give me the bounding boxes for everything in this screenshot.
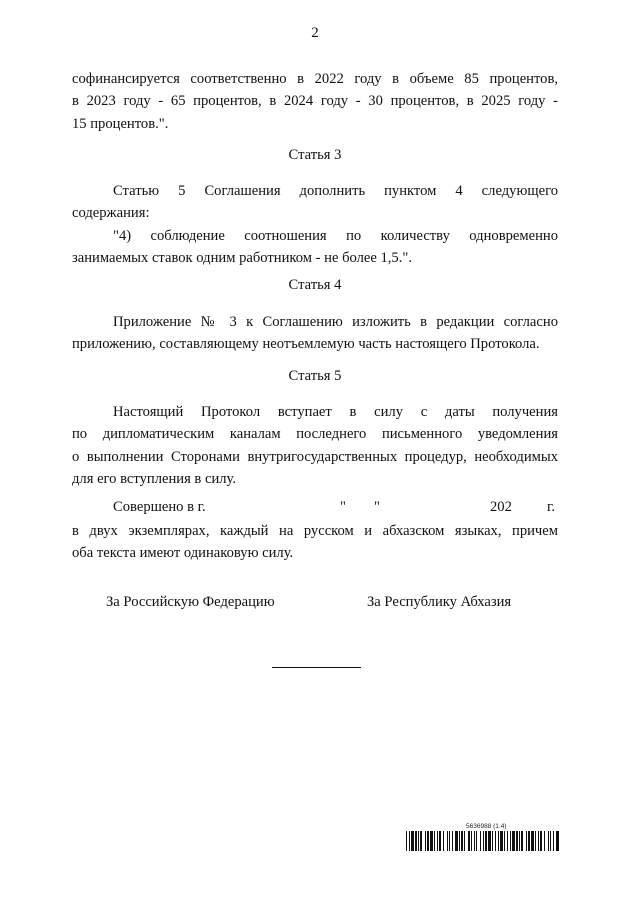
end-rule [272, 667, 361, 668]
paragraph-line: 15 процентов.". [72, 115, 169, 132]
signature-russia: За Российскую Федерацию [106, 594, 275, 610]
paragraph-line: софинансируется соответственно в 2022 году в объеме 85 процентов, [72, 71, 558, 87]
done-in-label: Совершено в г. [113, 499, 206, 515]
page-number: 2 [311, 25, 319, 41]
signed-place-date-line [72, 499, 558, 519]
paragraph-line: Приложение № 3 к Соглашению изложить в редакции согласно [113, 314, 558, 330]
paragraph-line: по дипломатическим каналам последнего письменного уведомления [72, 426, 558, 443]
quote-open: " [340, 499, 346, 515]
paragraph-line: оба текста имеют одинаковую силу. [72, 545, 294, 562]
paragraph-line: о выполнении Сторонами внутригосударственных процедур, необходимых [72, 448, 558, 465]
signature-abkhazia: За Республику Абхазия [367, 594, 512, 610]
year-suffix: г. [547, 499, 555, 515]
article-5-body [72, 401, 558, 490]
quote-close: " [374, 499, 380, 515]
paragraph-line: в двух экземплярах, каждый на русском и абхазском языках, причем [72, 523, 558, 539]
paragraph-line: Настоящий Протокол вступает в силу с даты получения [113, 404, 558, 420]
article-3-heading: Статья 3 [288, 147, 342, 163]
paragraph-line: Статью 5 Соглашения дополнить пунктом 4 следующего [113, 183, 558, 199]
article-3-body [72, 180, 558, 269]
paragraph-line: "4) соблюдение соотношения по количеству одновременно [113, 227, 558, 244]
article-4-body [72, 311, 558, 356]
barcode-image [406, 831, 560, 851]
barcode-code: 5636988 (1.4) [466, 823, 507, 830]
paragraph-line: приложению, составляющему неотъемлемую часть настоящего Протокола. [72, 336, 540, 353]
article-4-heading: Статья 4 [288, 277, 342, 293]
article-5-heading: Статья 5 [288, 368, 342, 384]
paragraph-line: содержания: [72, 205, 150, 222]
paragraph-line: в 2023 году - 65 процентов, в 2024 году - 30 процентов, в 2025 году - [72, 93, 558, 110]
year-prefix: 202 [490, 499, 512, 515]
continuation-paragraph [72, 68, 558, 135]
signed-copies-text [72, 520, 558, 565]
paragraph-line: занимаемых ставок одним работником - не более 1,5.". [72, 249, 412, 266]
paragraph-line: для его вступления в силу. [72, 470, 237, 487]
